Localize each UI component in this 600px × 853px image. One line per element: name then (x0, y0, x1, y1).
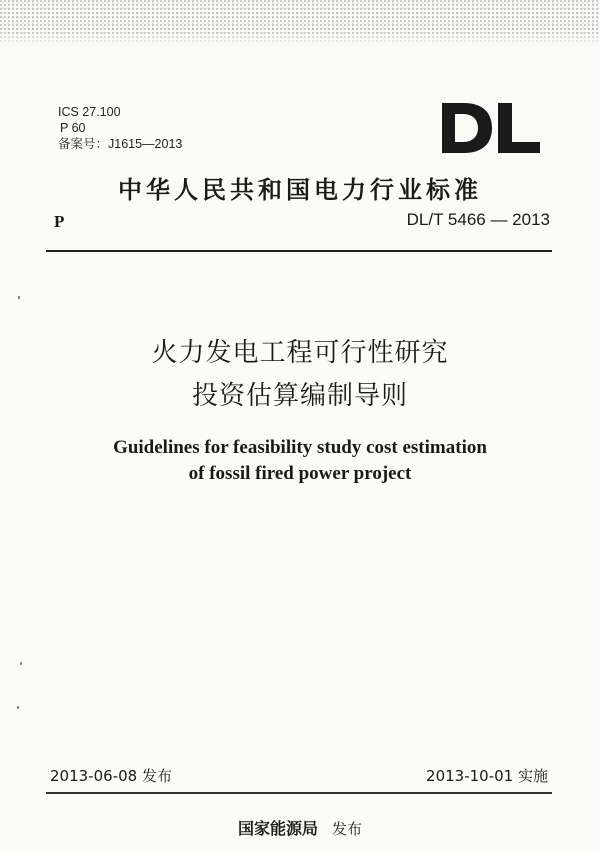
record-number: 备案号：J1615—2013 (58, 137, 183, 151)
national-standard-title: 中华人民共和国电力行业标准 (118, 176, 482, 204)
scan-speck (18, 296, 20, 299)
scan-artifact-strip (0, 0, 600, 46)
scan-speck (20, 662, 22, 665)
category-code: P (54, 212, 65, 231)
dl-logo (440, 100, 542, 156)
english-title-line-2: of fossil fired power project (188, 463, 412, 484)
chinese-title-line-2: 投资估算编制导则 (191, 381, 408, 411)
footer-divider (46, 792, 552, 794)
publisher-verb: 发布 (332, 820, 363, 838)
header-divider (46, 250, 552, 252)
issue-date: 2013-06-08 发布 (50, 767, 172, 785)
classification-block (58, 104, 182, 152)
p-code: P 60 (60, 121, 86, 135)
scan-speck (17, 706, 19, 709)
standard-number: DL/T 5466 — 2013 (406, 210, 550, 229)
publisher-name: 国家能源局 (237, 819, 318, 838)
publisher-line (0, 816, 600, 839)
implementation-date: 2013-10-01 实施 (426, 767, 548, 785)
chinese-title-line-1: 火力发电工程可行性研究 (151, 338, 449, 368)
english-title-line-1: Guidelines for feasibility study cost estimation (113, 437, 487, 458)
ics-code: ICS 27.100 (58, 105, 121, 119)
